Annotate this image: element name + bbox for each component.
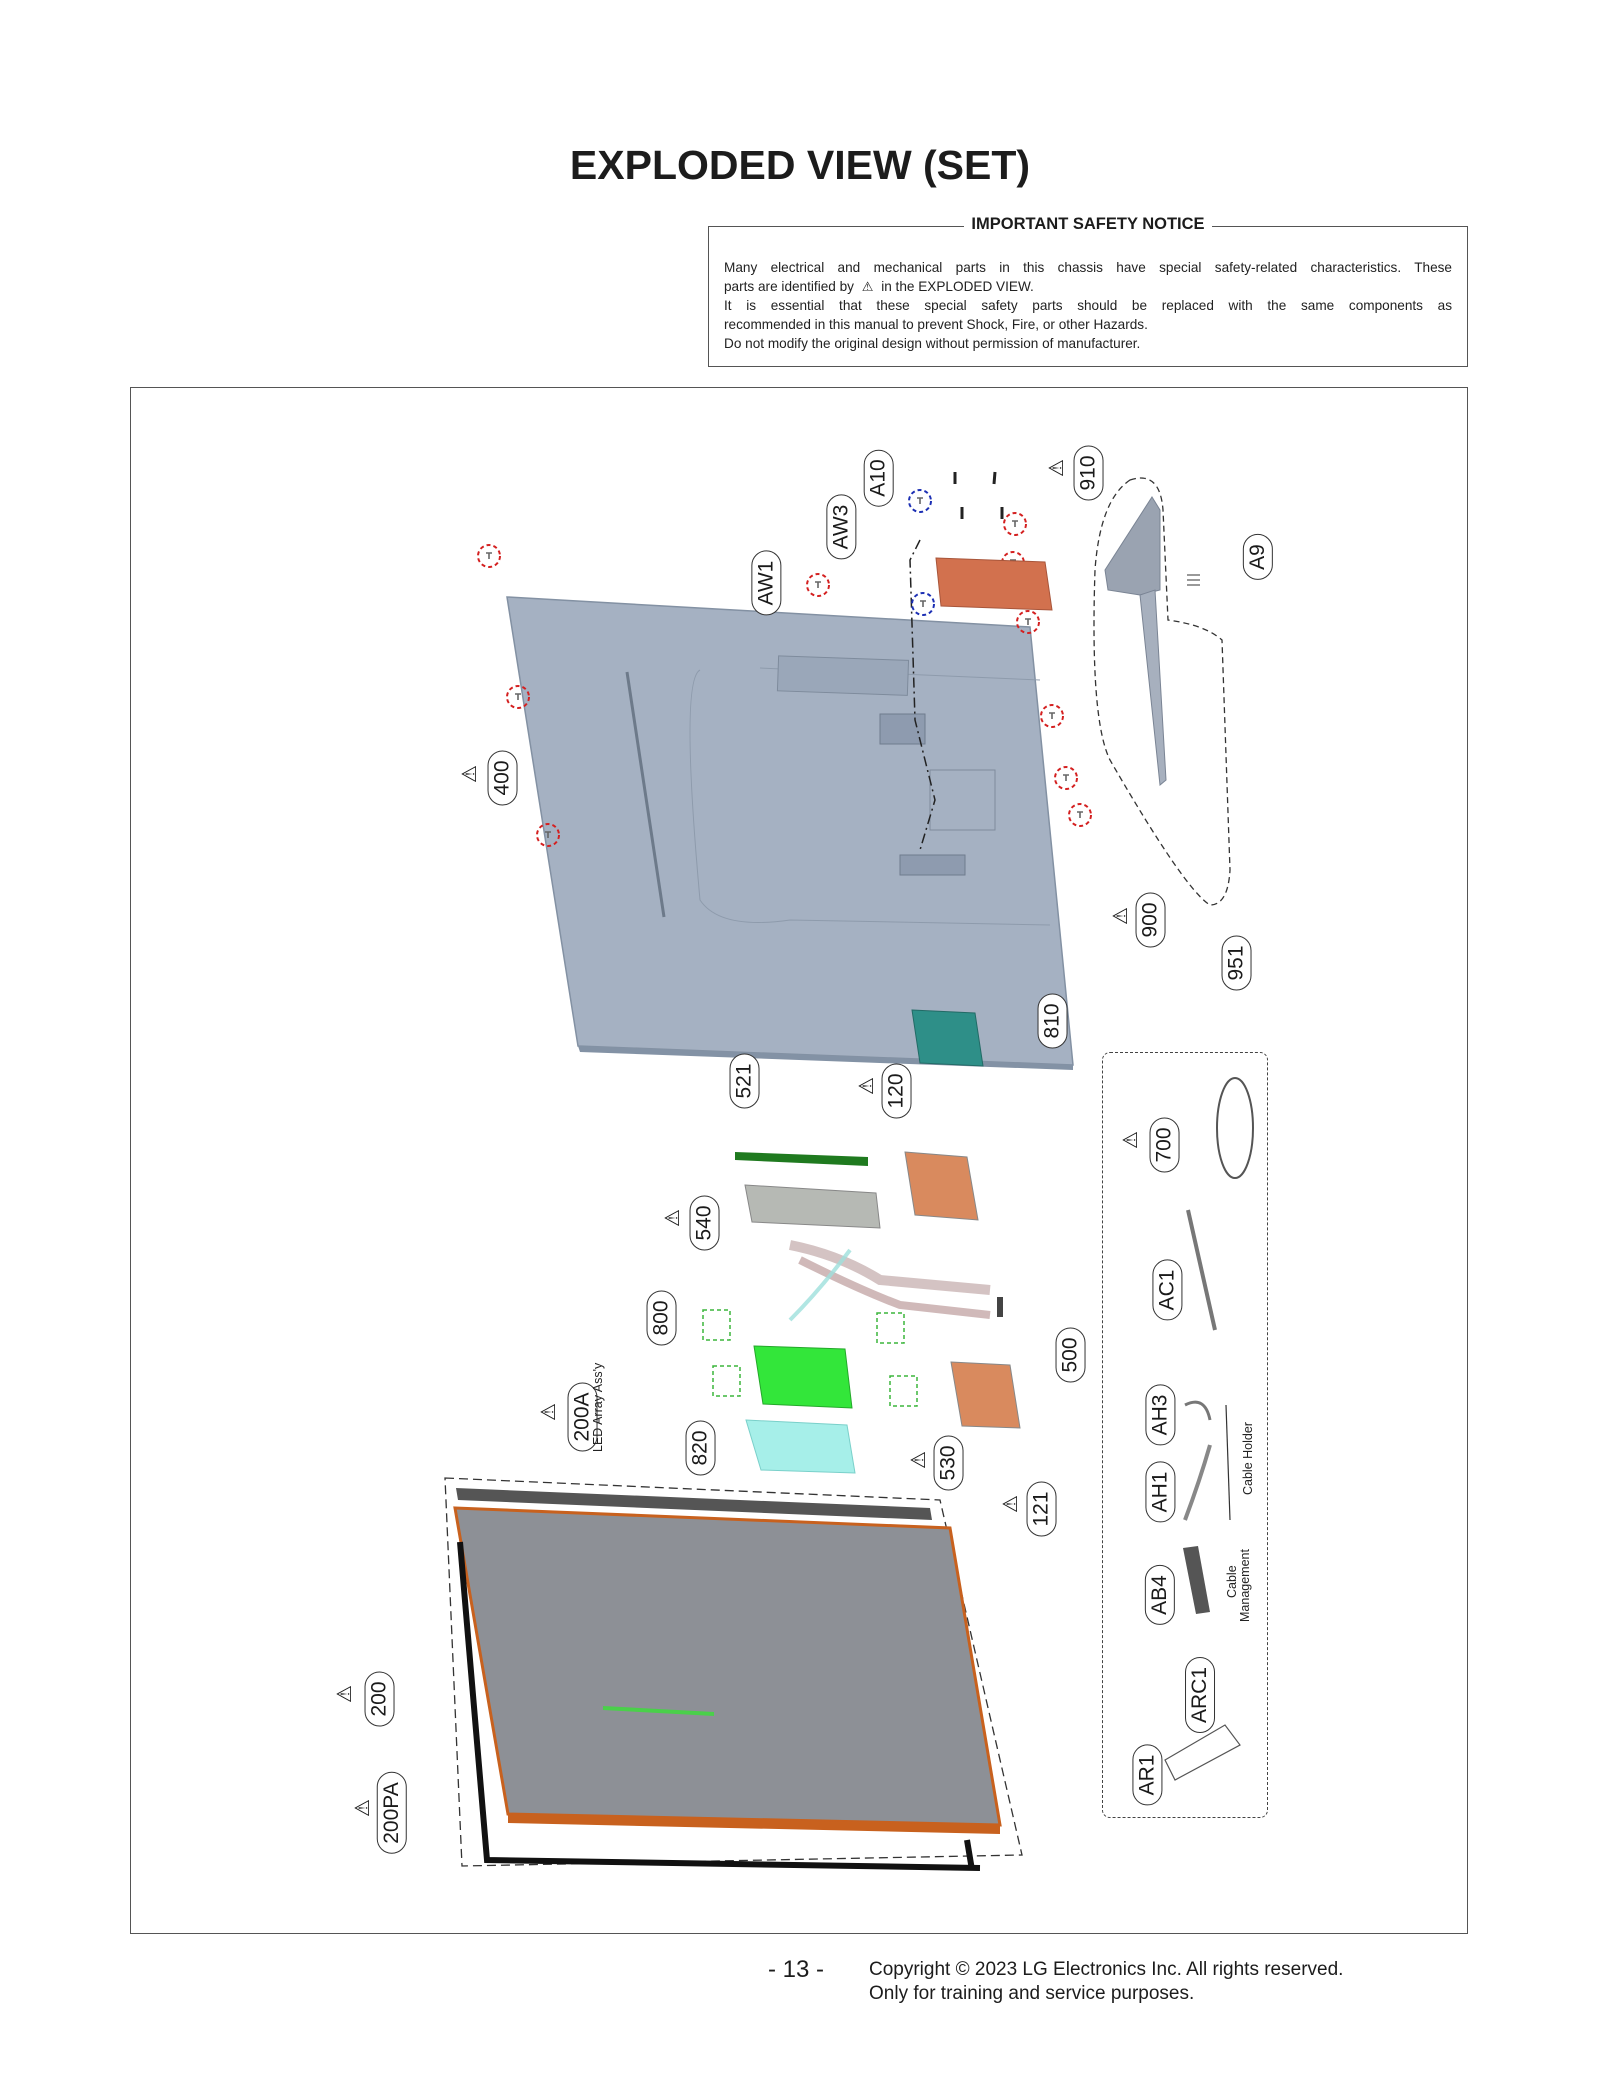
notice-line-2: parts are identified by ⚠ in the EXPLODED VIEW. <box>724 279 1034 294</box>
warning-triangle-icon: ⚠ <box>458 765 481 783</box>
notice-line-3: It is essential that these special safety parts should be replaced with the same components as <box>724 298 1452 313</box>
callout-ar1: AR1 <box>1132 1745 1162 1806</box>
safety-notice-title: IMPORTANT SAFETY NOTICE <box>964 215 1211 233</box>
warning-triangle-icon: ⚠ <box>855 1077 878 1095</box>
cable-management-ab4 <box>1183 1546 1210 1614</box>
warning-triangle-icon: ⚠ <box>1109 907 1132 925</box>
copyright: Copyright © 2023 LG Electronics Inc. All rights reserved. Only for training and service purposes. <box>869 1959 1344 2004</box>
callout-200: 200 <box>365 1671 395 1726</box>
callout-820: 820 <box>686 1420 716 1475</box>
callout-810: 810 <box>1038 993 1068 1048</box>
notice-line-4: recommended in this manual to prevent Shock, Fire, or other Hazards. <box>724 317 1148 332</box>
callout-a9: A9 <box>1243 534 1273 580</box>
warning-triangle-icon: ⚠ <box>907 1451 930 1469</box>
cable-holder-ah3 <box>1185 1402 1210 1420</box>
remote-ar1 <box>1165 1725 1240 1780</box>
callout-200a: 200A <box>568 1382 598 1451</box>
callout-aw3: AW3 <box>826 495 856 560</box>
callout-521: 521 <box>730 1053 760 1108</box>
callout-500: 500 <box>1056 1327 1086 1382</box>
notice-line-5: Do not modify the original design without permission of manufacturer. <box>724 336 1141 351</box>
cable-management-label-1: Cable <box>1225 1565 1239 1598</box>
av-cable-ac1 <box>1188 1210 1215 1330</box>
notice-line-1: Many electrical and mechanical parts in this chassis have special safety-related characteristics. These <box>724 260 1452 275</box>
warning-triangle-icon: ⚠ <box>333 1685 356 1703</box>
warning-triangle-icon: ⚠ <box>537 1403 560 1421</box>
led-array-label: LED Array Ass'y <box>591 1362 605 1452</box>
page-title: EXPLODED VIEW (SET) <box>569 142 1031 188</box>
callout-a10: A10 <box>864 449 894 506</box>
callout-ah1: AH1 <box>1145 1462 1175 1523</box>
callout-951: 951 <box>1222 935 1252 990</box>
warning-triangle-icon: ⚠ <box>661 1209 684 1227</box>
warning-triangle-icon: ⚠ <box>999 1495 1022 1513</box>
cable-management-label-2: Management <box>1238 1549 1252 1622</box>
callout-ah3: AH3 <box>1145 1385 1175 1446</box>
callout-arc1: ARC1 <box>1185 1657 1215 1733</box>
callout-200pa: 200PA <box>377 1772 407 1854</box>
warning-triangle-icon: ⚠ <box>1045 459 1068 477</box>
callout-800: 800 <box>647 1290 677 1345</box>
callout-530: 530 <box>934 1435 964 1490</box>
cable-holder-ah1 <box>1185 1445 1210 1520</box>
callout-120: 120 <box>882 1063 912 1118</box>
callout-700: 700 <box>1150 1117 1180 1172</box>
callout-540: 540 <box>690 1195 720 1250</box>
callout-900: 900 <box>1136 892 1166 947</box>
warning-triangle-icon: ⚠ <box>1119 1131 1142 1149</box>
warning-triangle-icon: ⚠ <box>861 279 874 294</box>
warning-triangle-icon: ⚠ <box>351 1799 374 1817</box>
callout-121: 121 <box>1027 1481 1057 1536</box>
cable-holder-label: Cable Holder <box>1241 1422 1255 1495</box>
callout-ab4: AB4 <box>1145 1565 1175 1625</box>
callout-910: 910 <box>1074 445 1104 500</box>
callout-400: 400 <box>488 750 518 805</box>
power-cord-700 <box>1217 1078 1253 1178</box>
page-number: - 13 - <box>768 1956 825 1983</box>
callout-aw1: AW1 <box>751 551 781 616</box>
callout-ac1: AC1 <box>1152 1260 1182 1321</box>
